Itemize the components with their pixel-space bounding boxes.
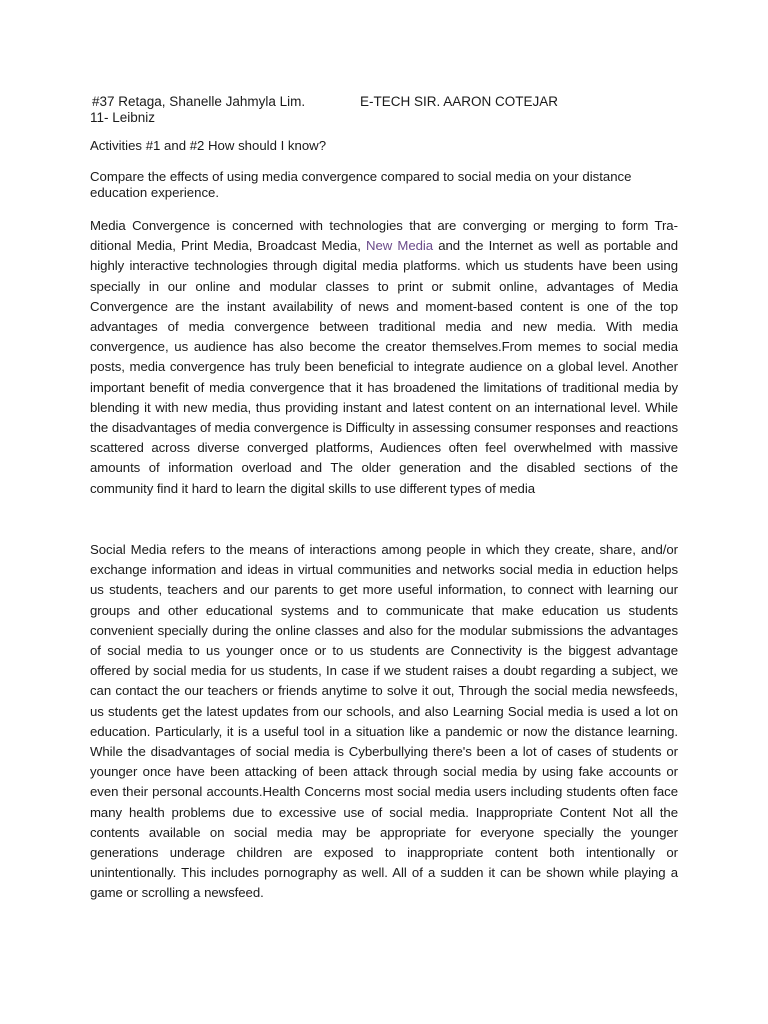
student-name: #37 Retaga, Shanelle Jahmyla Lim. xyxy=(92,94,306,109)
paragraph-media-convergence xyxy=(90,216,678,499)
new-media-link[interactable]: New Media xyxy=(366,238,434,254)
paragraph-social-media: Social Media refers to the means of interactions among people in which they create, share, and/​or exchange information and ideas in virtual communities and networks social media in eduction helps us students, teachers and our parents to get more useful information, to connect with learning our groups and other educational systems and to communicate that make education us students convenient specially during the online classes and also for the modular submissions the advantages of social media to us younger once or to us students are Connectivity is the biggest advantage offered by social media for us students, In case if we student raises a doubt regarding a subject, we can contact the our teachers or friends anytime to solve it out, Through the social media newsfeeds, us students get the latest updates from our schools, and also Learning Social media is used a lot on education. Particularly, it is a useful tool in a situation like a pandemic or now the distance learning. While the disadvantages of social media is Cyberbullying there's been a lot of cases of students or younger once have been attacking of been attack through social media by using fake accounts or even their personal accounts.Health Concerns most social media users including students often face many health problems due to excessive use of social media. Inappropriate Content Not all the contents available on social media may be appropriate for everyone specially the younger generations underage children are exposed to inappropriate content both intentionally or unintentionally. This includes pornography as well. All of a sudden it can be shown while playing a game or scrolling a newsfeed. xyxy=(90,542,678,901)
activity-question: Compare the effects of using media convergence compared to social media on your distance education experience. xyxy=(90,169,632,200)
paragraph-media-convergence-text-end: and the Internet as well as portable and highly interactive technologies through digital media platforms. which us students have been using specially in our online and modular classes to print or submit online, advantages of Media Convergence are the instant availability of news and moment-based content is one of the top advantages of media convergence between traditional media and new media. With media convergence, us audience has also become the creator themselves.From memes to social media posts, media convergence has truly been beneficial to integrate audience on a global level. Another important benefit of media convergence that it has broadened the limitations of traditional media by blending it with new media, thus providing instant and latest content on an international level. While the disadvantages of media convergence is Difficulty in assessing consumer responses and reactions scattered across diverse converged platforms, Audiences often feel overwhelmed with massive amounts of information overload and The older generation and the disabled sections of the community find it hard to learn the digital skills to use different types of media xyxy=(90,238,678,496)
teacher-name: E-TECH SIR. AARON COTEJAR xyxy=(360,94,559,109)
paragraph-media-convergence-text-start: Media Convergence is concerned with technologies that are converging or merging to form Traditional Media, Print Media, Broadcast Media, xyxy=(90,218,678,254)
activity-title: Activities #1 and #2 How should I know? xyxy=(90,138,327,153)
student-section: 11- Leibniz xyxy=(90,110,156,125)
